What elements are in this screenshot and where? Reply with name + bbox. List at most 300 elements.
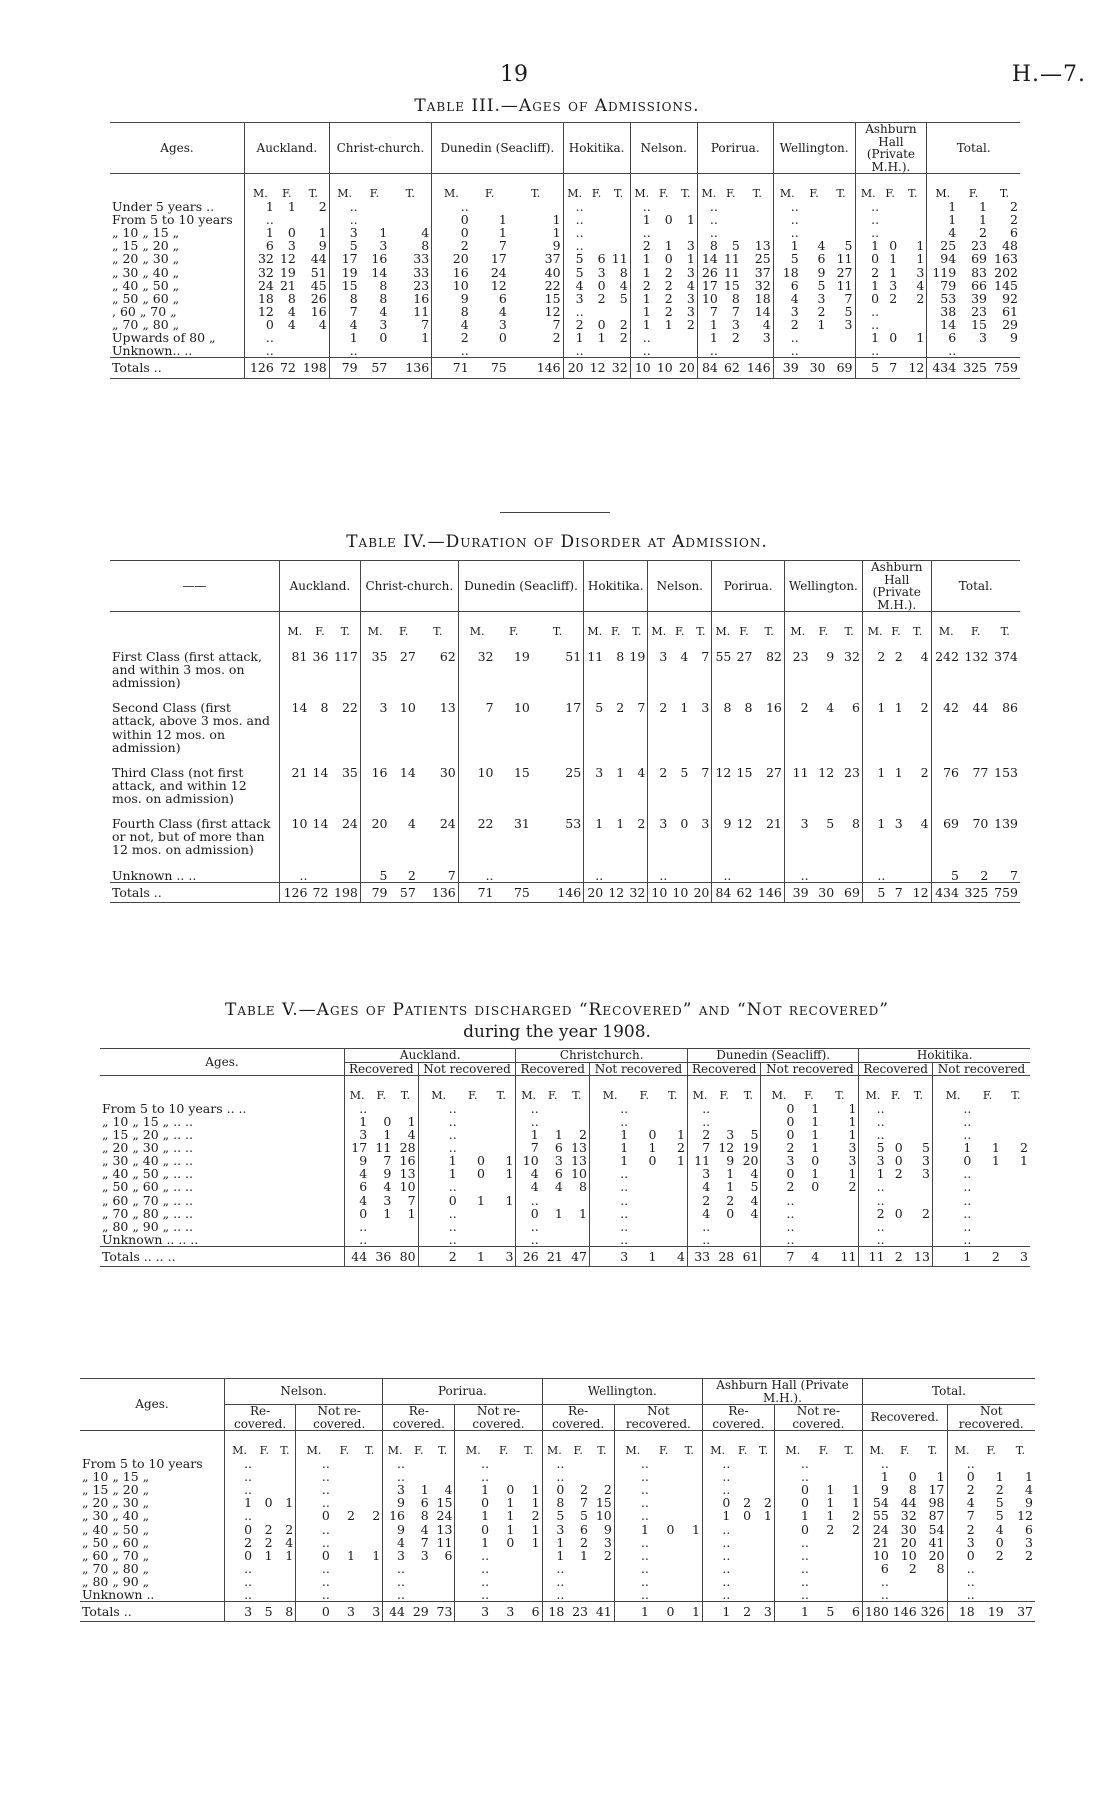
- data-cell: 12: [544, 303, 561, 319]
- data-cell: [797, 1207, 822, 1220]
- subgroup-recovered: Recovered: [345, 1062, 419, 1076]
- mft-label: M.: [345, 1076, 370, 1102]
- mft-label: T.: [552, 625, 563, 639]
- mft-label: T.: [835, 1089, 845, 1103]
- data-cell: [496, 857, 532, 883]
- data-cell: 5: [844, 238, 853, 254]
- data-cell: ..: [630, 331, 653, 344]
- data-cell: 1: [862, 805, 887, 856]
- data-cell: [471, 344, 509, 358]
- data-cell: 11: [436, 1534, 453, 1550]
- data-cell: 15: [436, 1495, 453, 1511]
- mft-label: M.: [859, 1076, 887, 1102]
- data-cell: 2: [616, 700, 625, 716]
- data-cell: [676, 1536, 702, 1549]
- data-cell: [332, 1523, 357, 1536]
- subgroup-recovered: Recovered: [859, 1062, 933, 1076]
- data-cell: 6: [444, 1547, 453, 1563]
- data-cell: 20: [928, 1547, 945, 1563]
- data-cell: [516, 1588, 542, 1602]
- data-cell: 18: [754, 290, 771, 306]
- data-cell: 2: [686, 317, 695, 333]
- mft-header-row: [110, 174, 1020, 200]
- data-cell: [459, 1180, 487, 1193]
- data-cell: [565, 1233, 590, 1247]
- data-cell: 7: [421, 317, 430, 333]
- data-cell: [658, 1180, 687, 1193]
- row-label: „ 30 „ 40 „: [82, 1508, 150, 1524]
- data-cell: 1: [811, 1166, 820, 1182]
- data-cell: 1: [245, 226, 276, 239]
- data-cell: 1: [811, 1100, 820, 1116]
- row-label: Totals ..: [110, 358, 245, 378]
- table-row: [110, 213, 1020, 226]
- data-cell: 6: [773, 279, 800, 292]
- data-cell: [989, 344, 1020, 358]
- data-cell: 9: [432, 292, 471, 305]
- data-cell: 11: [584, 638, 606, 689]
- data-cell: 23: [566, 1602, 590, 1622]
- mft-label: M.: [697, 174, 720, 200]
- data-cell: 66: [971, 277, 987, 293]
- data-cell: [431, 1588, 455, 1602]
- data-cell: ..: [703, 1588, 733, 1602]
- data-cell: 434: [931, 882, 961, 902]
- data-cell: [626, 857, 648, 883]
- data-cell: 1: [630, 1247, 658, 1267]
- data-cell: 0: [516, 1207, 541, 1220]
- mft-label: M.: [932, 1076, 973, 1102]
- table4-col-nelson: Nelson.: [648, 561, 712, 612]
- data-cell: [590, 1562, 614, 1575]
- data-cell: ..: [697, 226, 720, 239]
- data-cell: 146: [742, 358, 773, 378]
- data-cell: [676, 1575, 702, 1588]
- data-cell: 1: [1020, 1153, 1028, 1169]
- mft-label: M.: [516, 1076, 541, 1102]
- data-cell: 29: [407, 1602, 431, 1622]
- data-cell: [899, 200, 927, 213]
- data-cell: 24: [490, 264, 507, 280]
- data-cell: 1: [848, 1113, 857, 1129]
- data-cell: 1: [774, 1509, 811, 1522]
- data-cell: 3: [762, 330, 771, 346]
- data-cell: 3: [225, 1602, 255, 1622]
- data-cell: [676, 1588, 702, 1602]
- data-cell: 1: [614, 1523, 651, 1536]
- row-label: „ 40 „ 50 „ .. ..: [102, 1166, 193, 1182]
- row-label: , 60 „ 70 „: [112, 303, 177, 319]
- data-cell: [973, 1207, 1001, 1220]
- data-cell: 6: [817, 251, 826, 267]
- data-cell: 2: [619, 330, 628, 346]
- data-cell: 1: [616, 816, 625, 832]
- data-cell: [487, 1207, 516, 1220]
- data-cell: [565, 1102, 590, 1115]
- data-cell: 14: [754, 303, 771, 319]
- data-cell: 37: [544, 251, 561, 267]
- data-cell: 7: [552, 317, 561, 333]
- data-cell: 6: [498, 290, 507, 306]
- data-cell: 1: [927, 200, 958, 213]
- data-cell: ..: [687, 1115, 712, 1128]
- data-cell: 0: [774, 1496, 811, 1509]
- mft-header-row: [100, 1076, 1030, 1102]
- data-cell: 8: [329, 292, 359, 305]
- data-cell: 1: [862, 689, 887, 754]
- subgroup-not-recovered: Not re-covered.: [774, 1405, 862, 1431]
- data-cell: 146: [754, 882, 784, 902]
- table-row: [110, 252, 1020, 265]
- table-row: [100, 1233, 1030, 1247]
- data-cell: 12: [490, 277, 507, 293]
- data-cell: [459, 1207, 487, 1220]
- data-cell: [811, 857, 837, 883]
- data-cell: 1: [407, 1113, 416, 1129]
- data-cell: ..: [859, 1180, 887, 1193]
- row-label: „ 20 „ 30 „: [112, 251, 180, 267]
- data-cell: 1: [680, 700, 689, 716]
- data-cell: [332, 1457, 357, 1470]
- data-cell: ..: [563, 213, 586, 226]
- data-cell: 1: [889, 264, 898, 280]
- data-cell: 1: [506, 1495, 515, 1511]
- data-cell: ..: [383, 1575, 407, 1588]
- totals-row: [100, 1247, 1030, 1267]
- data-cell: [1002, 1180, 1030, 1193]
- data-cell: ..: [614, 1470, 651, 1483]
- data-cell: [658, 1102, 687, 1115]
- data-cell: 7: [881, 358, 899, 378]
- mft-label: T.: [308, 187, 318, 201]
- data-cell: [369, 1220, 393, 1233]
- table3-col-christchurch: Christ-church.: [329, 123, 431, 174]
- data-cell: 11: [723, 264, 740, 280]
- mft-header-row: [110, 612, 1020, 638]
- data-cell: 15: [544, 290, 561, 306]
- table-row: [110, 292, 1020, 305]
- data-cell: 6: [1025, 1521, 1033, 1537]
- data-cell: [891, 1575, 919, 1588]
- data-cell: ..: [296, 1523, 332, 1536]
- data-cell: [905, 1115, 933, 1128]
- data-cell: ..: [296, 1483, 332, 1496]
- data-cell: 5: [563, 252, 586, 265]
- data-cell: 0: [855, 252, 881, 265]
- mft-label: F.: [890, 1089, 901, 1103]
- data-cell: 10: [458, 754, 495, 805]
- subgroup-recovered: Recovered: [516, 1062, 590, 1076]
- data-cell: 62: [733, 882, 754, 902]
- data-cell: 2: [372, 1508, 381, 1524]
- data-cell: 16: [371, 251, 388, 267]
- data-cell: ..: [774, 1536, 811, 1549]
- data-cell: ..: [418, 1141, 459, 1154]
- data-cell: ..: [418, 1220, 459, 1233]
- data-cell: ..: [455, 1457, 491, 1470]
- data-cell: 3: [357, 1602, 383, 1622]
- data-cell: 1: [703, 1509, 733, 1522]
- data-cell: 8: [379, 277, 388, 293]
- data-cell: [676, 1470, 702, 1483]
- data-cell: [836, 857, 862, 883]
- data-cell: 83: [971, 264, 987, 280]
- data-cell: [899, 305, 927, 318]
- data-cell: 30: [801, 358, 828, 378]
- data-cell: 13: [439, 700, 456, 716]
- data-cell: ..: [418, 1233, 459, 1247]
- data-cell: 1: [554, 1205, 563, 1221]
- data-cell: 2: [921, 1205, 930, 1221]
- data-cell: 1: [862, 754, 887, 805]
- data-cell: 32: [754, 277, 771, 293]
- data-cell: 21: [765, 816, 782, 832]
- data-cell: 2: [732, 1602, 753, 1622]
- data-cell: 1: [894, 764, 903, 780]
- data-cell: [357, 1483, 383, 1496]
- data-cell: [516, 1457, 542, 1470]
- data-cell: 9: [1010, 330, 1018, 346]
- data-cell: 11: [611, 251, 628, 267]
- data-cell: 3: [817, 290, 826, 306]
- mft-label: F.: [414, 1444, 424, 1458]
- data-cell: 17: [565, 700, 582, 716]
- data-cell: ..: [932, 1194, 973, 1207]
- data-cell: 10: [648, 882, 670, 902]
- data-cell: 3: [731, 317, 740, 333]
- data-cell: [487, 1180, 516, 1193]
- mft-label: M.: [360, 612, 389, 638]
- table4-col-total: Total.: [931, 561, 1020, 612]
- data-cell: 136: [418, 882, 458, 902]
- row-label: From 5 to 10 years .. ..: [102, 1100, 247, 1116]
- data-cell: [431, 1562, 455, 1575]
- data-cell: 47: [565, 1247, 590, 1267]
- table4-col-hokitika: Hokitika.: [584, 561, 648, 612]
- data-cell: 1: [697, 331, 720, 344]
- table3-col-porirua: Porirua.: [697, 123, 773, 174]
- data-cell: 4: [407, 1126, 416, 1142]
- data-cell: 0: [506, 1482, 515, 1498]
- data-cell: 17: [928, 1482, 945, 1498]
- data-cell: 8: [420, 1508, 429, 1524]
- data-cell: 4: [686, 277, 695, 293]
- data-cell: 1: [848, 1166, 857, 1182]
- data-cell: 4: [687, 1207, 712, 1220]
- data-cell: [393, 1220, 418, 1233]
- data-cell: 5: [750, 1126, 759, 1142]
- data-cell: 44: [345, 1247, 370, 1267]
- data-cell: 1: [686, 251, 695, 267]
- data-cell: 72: [276, 358, 298, 378]
- data-cell: [973, 1167, 1001, 1180]
- data-cell: ..: [774, 1549, 811, 1562]
- data-cell: 44: [900, 1495, 917, 1511]
- data-cell: 7: [947, 1509, 977, 1522]
- data-cell: [811, 1457, 836, 1470]
- data-cell: ..: [703, 1549, 733, 1562]
- data-cell: 759: [989, 358, 1020, 378]
- data-cell: ..: [773, 344, 800, 358]
- data-cell: ..: [862, 1588, 890, 1602]
- data-cell: 0: [811, 1179, 820, 1195]
- row-label: „ 30 „ 40 „: [112, 264, 180, 280]
- table-row: [110, 239, 1020, 252]
- data-cell: 9: [603, 1521, 612, 1537]
- mft-label: F.: [468, 1089, 478, 1103]
- data-cell: 5: [931, 857, 961, 883]
- data-cell: 374: [994, 648, 1018, 664]
- row-label: Third Class (not first attack, and within 12 mos. on admission): [112, 764, 247, 807]
- data-cell: ..: [774, 1562, 811, 1575]
- data-cell: ..: [296, 1470, 332, 1483]
- data-cell: [608, 213, 631, 226]
- data-cell: 26: [516, 1247, 541, 1267]
- data-cell: [811, 1536, 836, 1549]
- data-cell: 2: [619, 317, 628, 333]
- row-label: Totals .. .. ..: [100, 1247, 345, 1267]
- data-cell: 23: [413, 277, 430, 293]
- data-cell: ..: [614, 1496, 651, 1509]
- data-cell: [712, 1233, 736, 1247]
- data-cell: ..: [630, 344, 653, 358]
- data-cell: [811, 1575, 836, 1588]
- data-cell: 2: [603, 1547, 612, 1563]
- subgroup-not-recovered: Not recovered.: [614, 1405, 702, 1431]
- data-cell: 4: [421, 225, 430, 241]
- data-cell: 2: [347, 1508, 355, 1524]
- data-cell: 5: [811, 1602, 836, 1622]
- data-cell: 7: [580, 1495, 588, 1511]
- data-cell: 2: [894, 1166, 903, 1182]
- data-cell: [675, 344, 698, 358]
- data-cell: [653, 344, 675, 358]
- mft-label: F.: [573, 1444, 583, 1458]
- data-cell: [958, 344, 989, 358]
- data-cell: ..: [296, 1536, 332, 1549]
- data-cell: 0: [648, 1153, 657, 1169]
- mft-label: F.: [485, 187, 495, 201]
- data-cell: 4: [995, 1521, 1004, 1537]
- data-cell: ..: [329, 213, 359, 226]
- data-cell: [1002, 1194, 1030, 1207]
- data-cell: [357, 1588, 383, 1602]
- data-cell: 1: [855, 331, 881, 344]
- data-cell: [487, 1102, 516, 1115]
- data-cell: [801, 200, 828, 213]
- data-cell: 7: [844, 290, 853, 306]
- table3-col-nelson: Nelson.: [630, 123, 697, 174]
- data-cell: 7: [687, 1141, 712, 1154]
- data-cell: 2: [687, 1128, 712, 1141]
- mft-label: M.: [773, 174, 800, 200]
- data-cell: 73: [431, 1602, 455, 1622]
- data-cell: 5: [731, 238, 740, 254]
- data-cell: ..: [296, 1562, 332, 1575]
- table5-part2: [80, 1378, 1035, 1622]
- data-cell: 20: [675, 358, 698, 378]
- mft-label: M.: [855, 174, 881, 200]
- data-cell: [797, 1220, 822, 1233]
- data-cell: ..: [947, 1588, 977, 1602]
- mft-label: F.: [282, 187, 292, 201]
- data-cell: 2: [763, 1495, 772, 1511]
- data-cell: 2: [862, 638, 887, 689]
- data-cell: 37: [1006, 1602, 1035, 1622]
- data-cell: [491, 1575, 516, 1588]
- data-cell: 4: [762, 317, 771, 333]
- data-cell: 4: [826, 700, 835, 716]
- mft-label: T.: [524, 1444, 534, 1458]
- data-cell: [887, 1233, 905, 1247]
- data-cell: 3: [329, 226, 359, 239]
- data-cell: [357, 1536, 383, 1549]
- mft-label: F.: [398, 625, 409, 639]
- table3-col-hokitika: Hokitika.: [563, 123, 630, 174]
- data-cell: 19: [977, 1602, 1006, 1622]
- data-cell: 1: [862, 1470, 890, 1483]
- data-cell: ..: [761, 1207, 797, 1220]
- data-cell: ..: [563, 344, 586, 358]
- data-cell: ..: [932, 1220, 973, 1233]
- data-cell: [275, 1588, 296, 1602]
- data-cell: 2: [1025, 1547, 1033, 1563]
- data-cell: 57: [360, 358, 390, 378]
- data-cell: 32: [458, 638, 495, 689]
- data-cell: [254, 1509, 275, 1522]
- row-label: „ 15 „ 20 „: [82, 1482, 150, 1498]
- data-cell: [276, 331, 298, 344]
- data-cell: [973, 1102, 1001, 1115]
- data-cell: ..: [855, 200, 881, 213]
- data-cell: 1: [531, 1482, 540, 1498]
- mft-label: M.: [590, 1076, 631, 1102]
- data-cell: 2: [743, 1495, 752, 1511]
- data-cell: 18: [245, 292, 276, 305]
- data-cell: 92: [1002, 290, 1018, 306]
- data-cell: [630, 1207, 658, 1220]
- data-cell: ..: [773, 213, 800, 226]
- data-cell: 39: [971, 290, 987, 306]
- data-cell: 24: [862, 1523, 890, 1536]
- data-cell: [1006, 1588, 1035, 1602]
- data-cell: 29: [1002, 317, 1018, 333]
- mft-label: F.: [885, 187, 895, 201]
- data-cell: [389, 200, 431, 213]
- mft-label: T.: [400, 1089, 411, 1103]
- data-cell: 3: [916, 264, 925, 280]
- data-cell: ..: [584, 857, 606, 883]
- data-cell: [753, 1536, 774, 1549]
- data-cell: [586, 226, 608, 239]
- data-cell: 13: [905, 1247, 933, 1267]
- data-cell: 11: [859, 1247, 887, 1267]
- data-cell: 77: [972, 764, 989, 780]
- mft-label: F.: [900, 1444, 910, 1458]
- data-cell: 8: [432, 305, 471, 318]
- data-cell: 22: [341, 700, 358, 716]
- data-cell: 10: [630, 358, 653, 378]
- mft-label: M.: [931, 612, 961, 638]
- data-cell: [732, 1457, 753, 1470]
- data-cell: 10: [399, 700, 416, 716]
- data-cell: [332, 1483, 357, 1496]
- data-cell: [275, 1562, 296, 1575]
- data-cell: 12: [712, 754, 734, 805]
- row-label: „ 70 „ 80 „: [112, 317, 180, 333]
- data-cell: [651, 1588, 677, 1602]
- mft-label: T.: [927, 1444, 938, 1458]
